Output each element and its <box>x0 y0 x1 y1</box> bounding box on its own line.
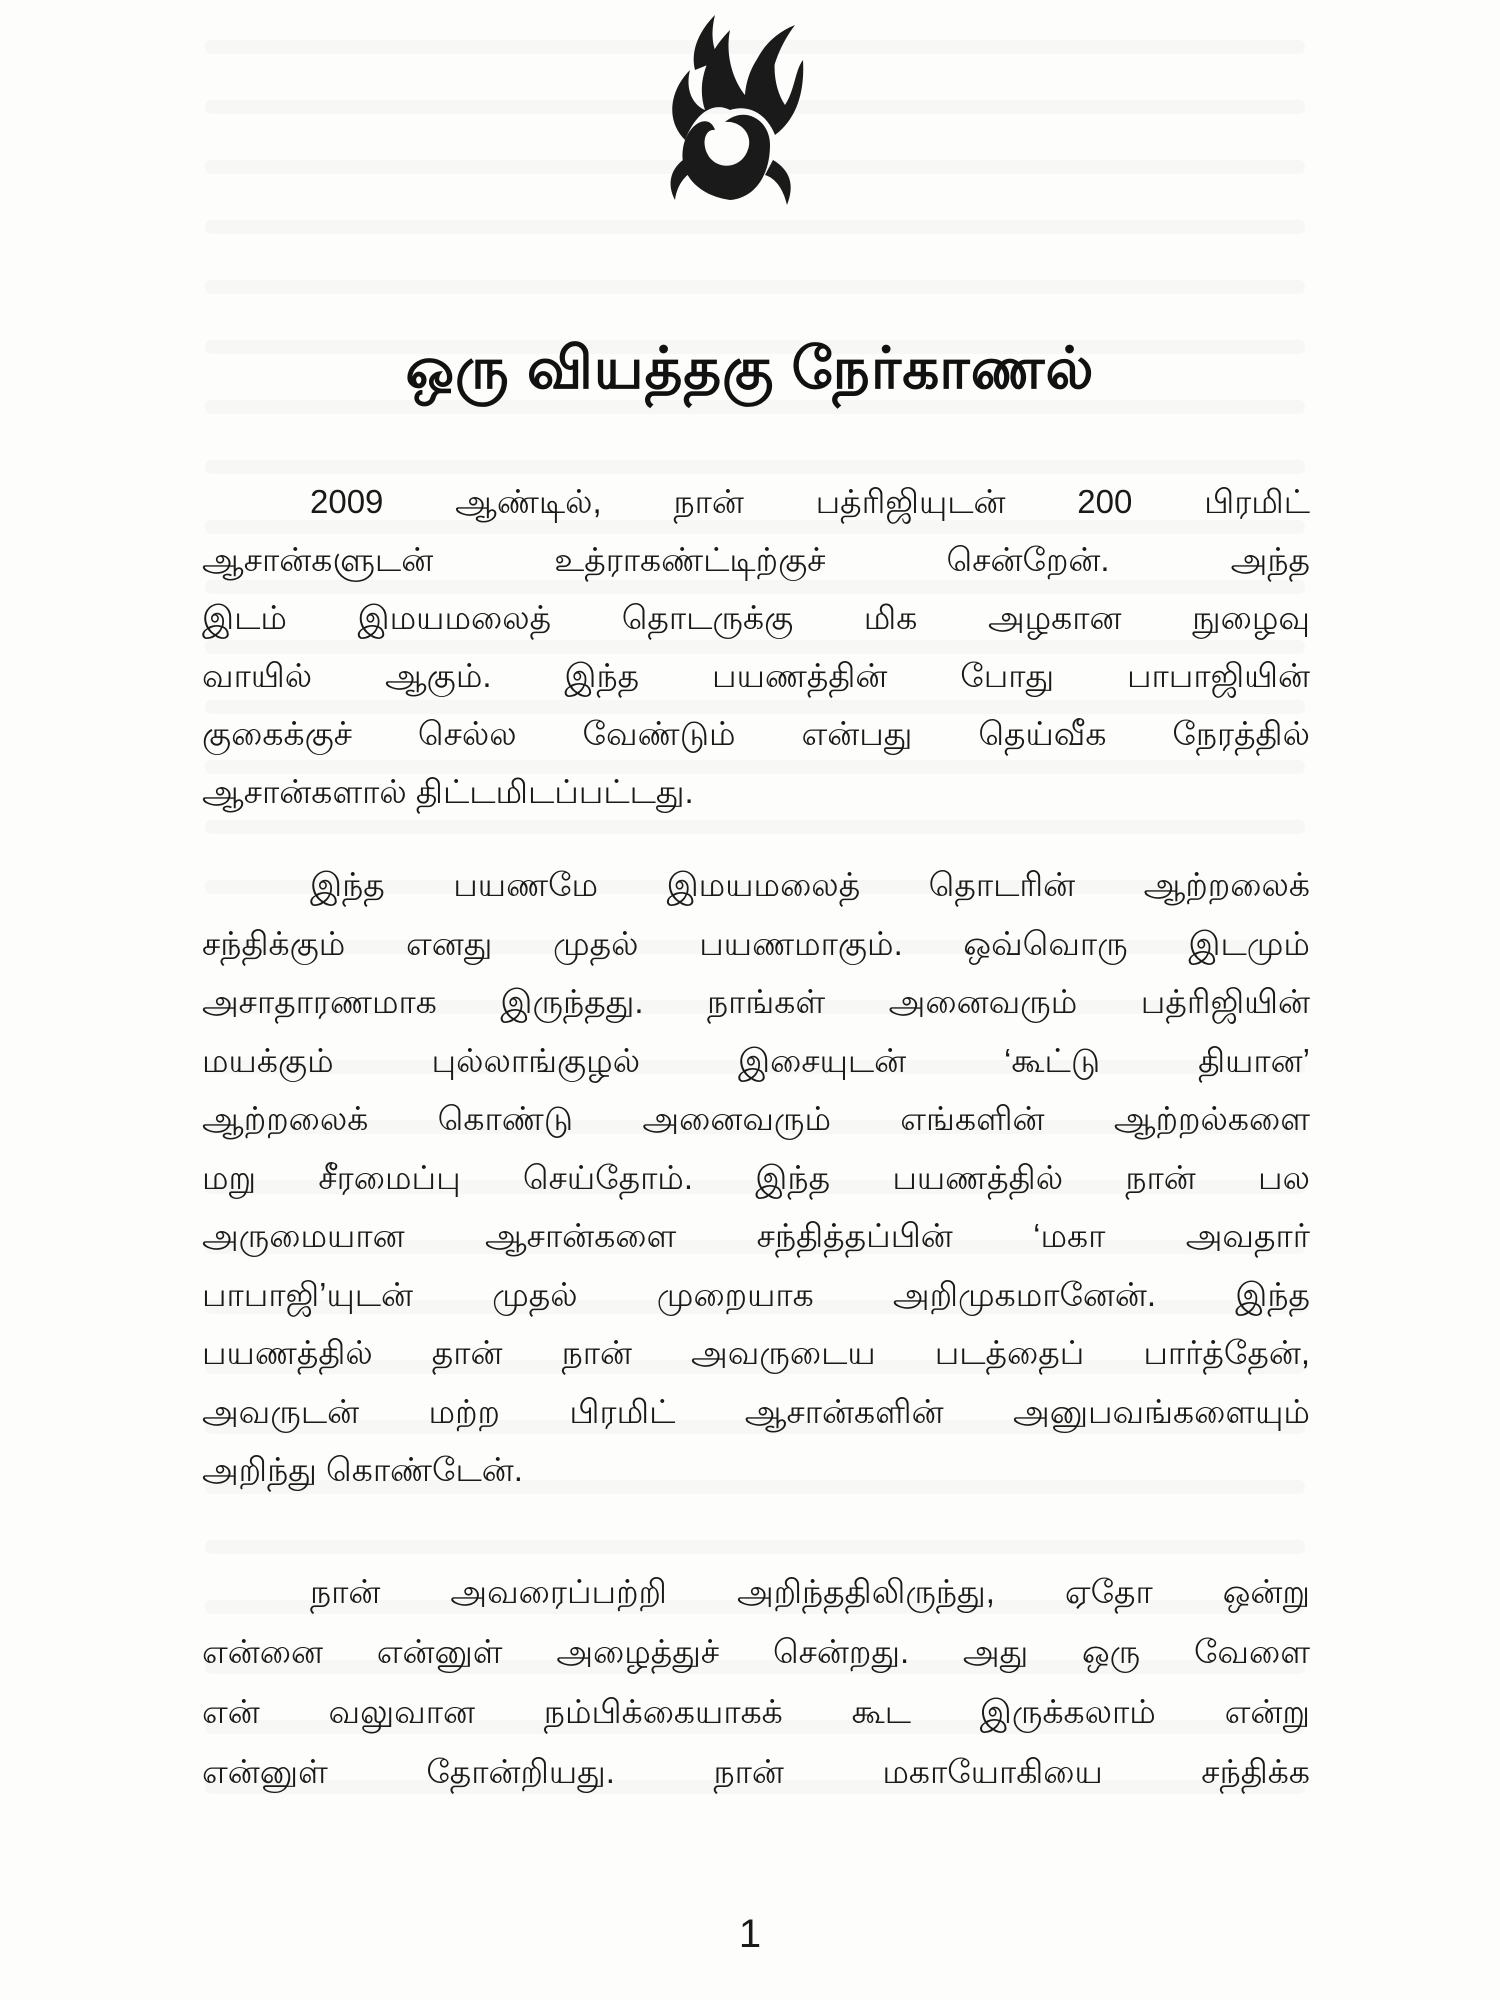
bleed-through-line <box>205 460 1305 474</box>
paragraph-line: என் வலுவான நம்பிக்கையாகக் கூட இருக்கலாம் என்று <box>202 1693 1310 1730</box>
paragraph-line: மறு சீரமைப்பு செய்தோம். இந்த பயணத்தில் நான் பல <box>202 1158 1310 1196</box>
paragraph-line: அறிந்து கொண்டேன். <box>202 1451 523 1488</box>
bleed-through-line <box>205 220 1305 234</box>
paragraph-line: சந்திக்கும் எனது முதல் பயணமாகும். ஒவ்வொரு இடமும் <box>202 924 1310 962</box>
paragraph-line: இந்த பயணமே இமயமலைத் தொடரின் ஆற்றலைக் <box>310 866 1310 903</box>
paragraph-line: அவருடன் மற்ற பிரமிட் ஆசான்களின் அனுபவங்களையும் <box>202 1392 1310 1430</box>
paragraph-line: ஆற்றலைக் கொண்டு அனைவரும் எங்களின் ஆற்றல்களை <box>202 1100 1310 1137</box>
bleed-through-line <box>205 640 1305 654</box>
paragraph-line: 2009 ஆண்டில், நான் பத்ரிஜியுடன் 200 பிரமிட் <box>310 483 1310 520</box>
flame-ornament-icon <box>655 10 805 210</box>
bleed-through-line <box>205 1540 1305 1554</box>
page-number: 1 <box>738 1912 762 1956</box>
chapter-title: ஒரு வியத்தகு நேர்காணல் <box>405 336 1095 401</box>
bleed-through-line <box>205 820 1305 834</box>
paragraph-line: அசாதாரணமாக இருந்தது. நாங்கள் அனைவரும் பத்ரிஜியின் <box>202 983 1310 1020</box>
paragraph-line: பயணத்தில் தான் நான் அவருடைய படத்தைப் பார்த்தேன், <box>202 1334 1310 1371</box>
paragraph-line: பாபாஜி’யுடன் முதல் முறையாக அறிமுகமானேன். இந்த <box>202 1275 1310 1313</box>
bleed-through-line <box>205 580 1305 594</box>
paragraph-line: வாயில் ஆகும். இந்த பயணத்தின் போது பாபாஜியின் <box>202 657 1310 694</box>
paragraph-line: குகைக்குச் செல்ல வேண்டும் என்பது தெய்வீக நேரத்தில் <box>202 715 1310 752</box>
paragraph-line: ஆசான்களால் திட்டமிடப்பட்டது. <box>202 773 694 810</box>
paragraph-line: ஆசான்களுடன் உத்ராகண்ட்டிற்குச் சென்றேன். அந்த <box>202 541 1310 578</box>
paragraph-line: அருமையான ஆசான்களை சந்தித்தப்பின் ‘மகா அவதார் <box>202 1217 1310 1254</box>
paragraph-line: மயக்கும் புல்லாங்குழல் இசையுடன் ‘கூட்டு தியான’ <box>202 1041 1310 1079</box>
paragraph-line: என்னை என்னுள் அழைத்துச் சென்றது. அது ஒரு வேளை <box>202 1633 1310 1670</box>
paragraph-line: என்னுள் தோன்றியது. நான் மகாயோகியை சந்திக்க <box>202 1753 1310 1790</box>
bleed-through-line <box>205 280 1305 294</box>
paragraph-line: நான் அவரைப்பற்றி அறிந்ததிலிருந்து, ஏதோ ஒன்று <box>310 1573 1310 1610</box>
paragraph-line: இடம் இமயமலைத் தொடருக்கு மிக அழகான நுழைவு <box>202 599 1310 636</box>
